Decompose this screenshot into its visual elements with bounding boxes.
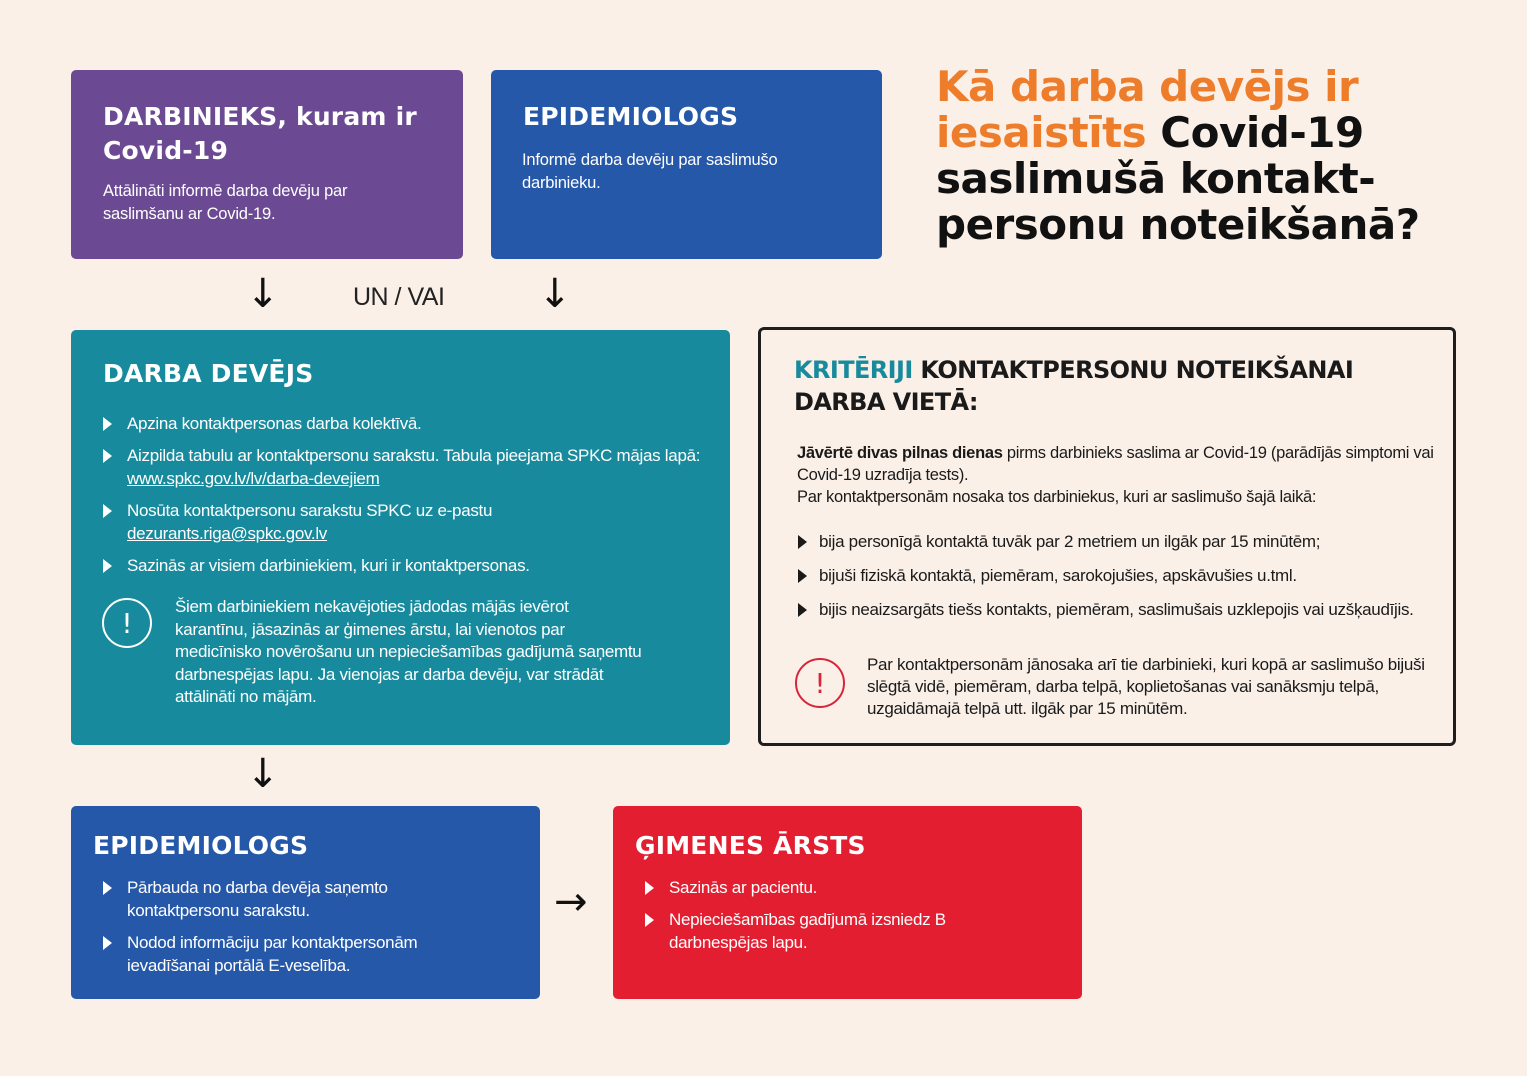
exclamation-circle-icon: !	[795, 658, 845, 708]
arrow-down-icon: ↓	[538, 271, 572, 317]
bullet-triangle-icon	[103, 881, 112, 895]
bullet-triangle-icon	[103, 504, 112, 518]
arrow-down-icon: ↓	[246, 271, 280, 317]
family-doctor-list	[613, 876, 993, 963]
criteria-box	[758, 327, 1456, 746]
title-black: Covid-19 saslimušā kontakt-personu noteikšanā?	[936, 108, 1420, 249]
list-item: Nepieciešamības gadījumā izsniedz B darbnespējas lapu.	[613, 908, 993, 954]
bullet-triangle-icon	[103, 449, 112, 463]
list-item: Sazinās ar pacientu.	[613, 876, 993, 899]
epidemiologist-bottom-list	[71, 876, 491, 986]
spkc-email-link[interactable]: dezurants.riga@spkc.gov.lv	[127, 524, 328, 543]
epidemiologist-bottom-heading: EPIDEMIOLOGS	[93, 831, 309, 860]
bullet-triangle-icon	[103, 936, 112, 950]
family-doctor-box	[613, 806, 1082, 999]
list-item: Aizpilda tabulu ar kontaktpersonu sarakstu. Tabula pieejama SPKC mājas lapā: www.spkc.gov.lv/lv/darba-devejiem	[71, 444, 711, 490]
list-item: Sazinās ar visiem darbiniekiem, kuri ir kontaktpersonas.	[71, 554, 711, 577]
worker-heading: DARBINIEKS, kuram ir Covid-19	[103, 102, 417, 165]
worker-text: Attālināti informē darba devēju par saslimšanu ar Covid-19.	[103, 182, 348, 223]
bullet-triangle-icon	[645, 881, 654, 895]
epidemiologist-bottom-box	[71, 806, 540, 999]
title-orange: Kā darba devējs ir iesaistīts	[936, 62, 1359, 157]
employer-heading: DARBA DEVĒJS	[103, 359, 314, 388]
epidemiologist-top-text: Informē darba devēju par saslimušo darbinieku.	[522, 151, 778, 192]
criteria-intro: Jāvērtē divas pilnas dienas pirms darbinieks saslima ar Covid-19 (parādījās simptomi vai Covid-19 uzradīja tests). Par kontaktpersonām nosaka tos darbiniekus, kuri ar saslimušo šajā laikā:	[797, 444, 1434, 506]
bullet-triangle-icon	[645, 913, 654, 927]
bullet-triangle-icon	[798, 535, 807, 549]
criteria-list	[761, 530, 1421, 632]
exclamation-circle-icon: !	[102, 598, 152, 648]
connector-label: UN / VAI	[353, 283, 445, 311]
worker-box	[71, 70, 463, 259]
employer-warning: Šiem darbiniekiem nekavējoties jādodas mājās ievērot karantīnu, jāsazinās ar ģimenes ārstu, lai vienotos par medicīnisko novērošanu un nepieciešamības gadījumā saņemtu darbnespējas lapu. Ja vienojas ar darba devēju, var strādāt attālināti no mājām.	[175, 597, 642, 706]
arrow-down-icon: ↓	[246, 751, 280, 797]
spkc-website-link[interactable]: www.spkc.gov.lv/lv/darba-devejiem	[127, 469, 380, 488]
criteria-warning: Par kontaktpersonām jānosaka arī tie darbinieki, kuri kopā ar saslimušo bijuši slēgtā vidē, piemēram, darba telpā, koplietošanas vai sanāksmju telpā, uzgaidāmajā telpā utt. ilgāk par 15 minūtēm.	[867, 655, 1425, 718]
list-item: bijis neaizsargāts tiešs kontakts, piemēram, saslimušais uzklepojis vai uzšķaudījis.	[761, 598, 1421, 621]
list-item: bijuši fiziskā kontaktā, piemēram, sarokojušies, apskāvušies u.tml.	[761, 564, 1421, 587]
arrow-right-icon: →	[554, 879, 588, 925]
bullet-triangle-icon	[103, 417, 112, 431]
family-doctor-heading: ĢIMENES ĀRSTS	[635, 831, 866, 860]
list-item: Nodod informāciju par kontaktpersonām ievadīšanai portālā E-veselība.	[71, 931, 491, 977]
list-item: Apzina kontaktpersonas darba kolektīvā.	[71, 412, 711, 435]
epidemiologist-top-heading: EPIDEMIOLOGS	[523, 102, 739, 131]
criteria-heading: KRITĒRIJI KONTAKTPERSONU NOTEIKŠANAI DARBA VIETĀ:	[794, 356, 1354, 416]
list-item: Nosūta kontaktpersonu sarakstu SPKC uz e-pastu dezurants.riga@spkc.gov.lv	[71, 499, 711, 545]
bullet-triangle-icon	[798, 569, 807, 583]
epidemiologist-top-box	[491, 70, 882, 259]
list-item: bija personīgā kontaktā tuvāk par 2 metriem un ilgāk par 15 minūtēm;	[761, 530, 1421, 553]
bullet-triangle-icon	[798, 603, 807, 617]
bullet-triangle-icon	[103, 559, 112, 573]
employer-box	[71, 330, 730, 745]
employer-list	[71, 412, 711, 586]
list-item: Pārbauda no darba devēja saņemto kontaktpersonu sarakstu.	[71, 876, 491, 922]
page-title	[936, 64, 1456, 248]
